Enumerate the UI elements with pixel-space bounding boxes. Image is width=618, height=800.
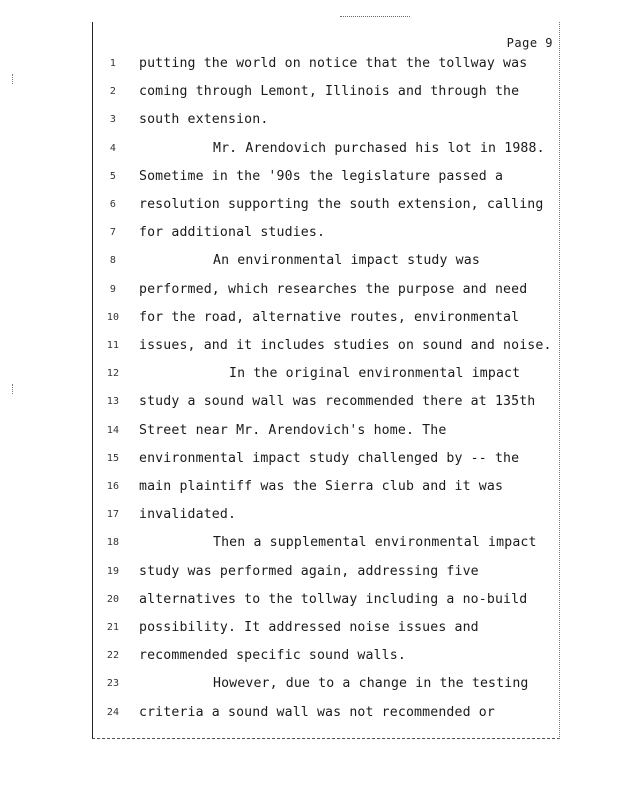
- line-number: 13: [106, 396, 120, 408]
- line-number: 8: [109, 255, 117, 267]
- line-number: 23: [106, 678, 120, 690]
- line-number: 15: [106, 452, 120, 464]
- line-number: 3: [109, 114, 117, 126]
- line-number: 1: [109, 58, 117, 69]
- line-number: 14: [106, 424, 120, 436]
- line-number: 9: [109, 283, 117, 295]
- page-number: Page 9: [506, 36, 553, 50]
- line-text: issues, and it includes studies on sound and noise.: [139, 338, 552, 353]
- line-number: 4: [109, 142, 117, 154]
- line-number: 22: [106, 650, 120, 662]
- line-text: coming through Lemont, Illinois and through the: [139, 84, 520, 100]
- line-text: for additional studies.: [139, 225, 326, 241]
- transcript-page: [92, 22, 560, 739]
- line-number: 20: [106, 593, 120, 605]
- line-number: 11: [106, 340, 120, 351]
- line-number: 24: [106, 706, 120, 718]
- line-text: criteria a sound wall was not recommended or: [139, 704, 495, 720]
- margin-mark: [12, 384, 17, 394]
- line-number: 5: [109, 170, 117, 182]
- line-number: 10: [106, 311, 120, 323]
- line-number: 12: [106, 368, 120, 380]
- line-text: Street near Mr. Arendovich's home. The: [139, 422, 447, 438]
- line-text: possibility. It addressed noise issues and: [139, 620, 479, 635]
- line-text: An environmental impact study was: [213, 253, 480, 269]
- line-text: putting the world on notice that the tollway was: [139, 56, 528, 71]
- line-number: 21: [106, 622, 120, 633]
- line-text: performed, which researches the purpose and need: [139, 281, 528, 297]
- line-text: In the original environmental impact: [229, 366, 521, 382]
- line-text: However, due to a change in the testing: [213, 676, 529, 692]
- line-number: 2: [109, 86, 117, 98]
- line-number: 16: [106, 481, 120, 492]
- line-text: for the road, alternative routes, environmental: [139, 309, 520, 325]
- line-text: south extension.: [139, 112, 269, 128]
- line-number: 6: [109, 199, 117, 210]
- line-text: invalidated.: [139, 507, 237, 523]
- line-text: recommended specific sound walls.: [139, 648, 406, 664]
- line-text: Then a supplemental environmental impact: [213, 535, 537, 551]
- line-number: 18: [106, 537, 120, 549]
- line-text: environmental impact study challenged by -- the: [139, 450, 520, 466]
- line-text: main plaintiff was the Sierra club and it was: [139, 479, 504, 494]
- line-number: 17: [106, 509, 120, 521]
- line-number: 7: [109, 227, 117, 239]
- line-number: 19: [106, 565, 120, 577]
- line-text: study was performed again, addressing five: [139, 563, 479, 579]
- line-text: study a sound wall was recommended there at 135th: [139, 394, 536, 410]
- top-mark: [340, 16, 410, 19]
- line-text: alternatives to the tollway including a no-build: [139, 591, 528, 607]
- line-text: Sometime in the '90s the legislature passed a: [139, 168, 504, 184]
- line-text: resolution supporting the south extension, calling: [139, 197, 544, 212]
- line-text: Mr. Arendovich purchased his lot in 1988.: [213, 140, 545, 156]
- margin-mark: [12, 74, 17, 84]
